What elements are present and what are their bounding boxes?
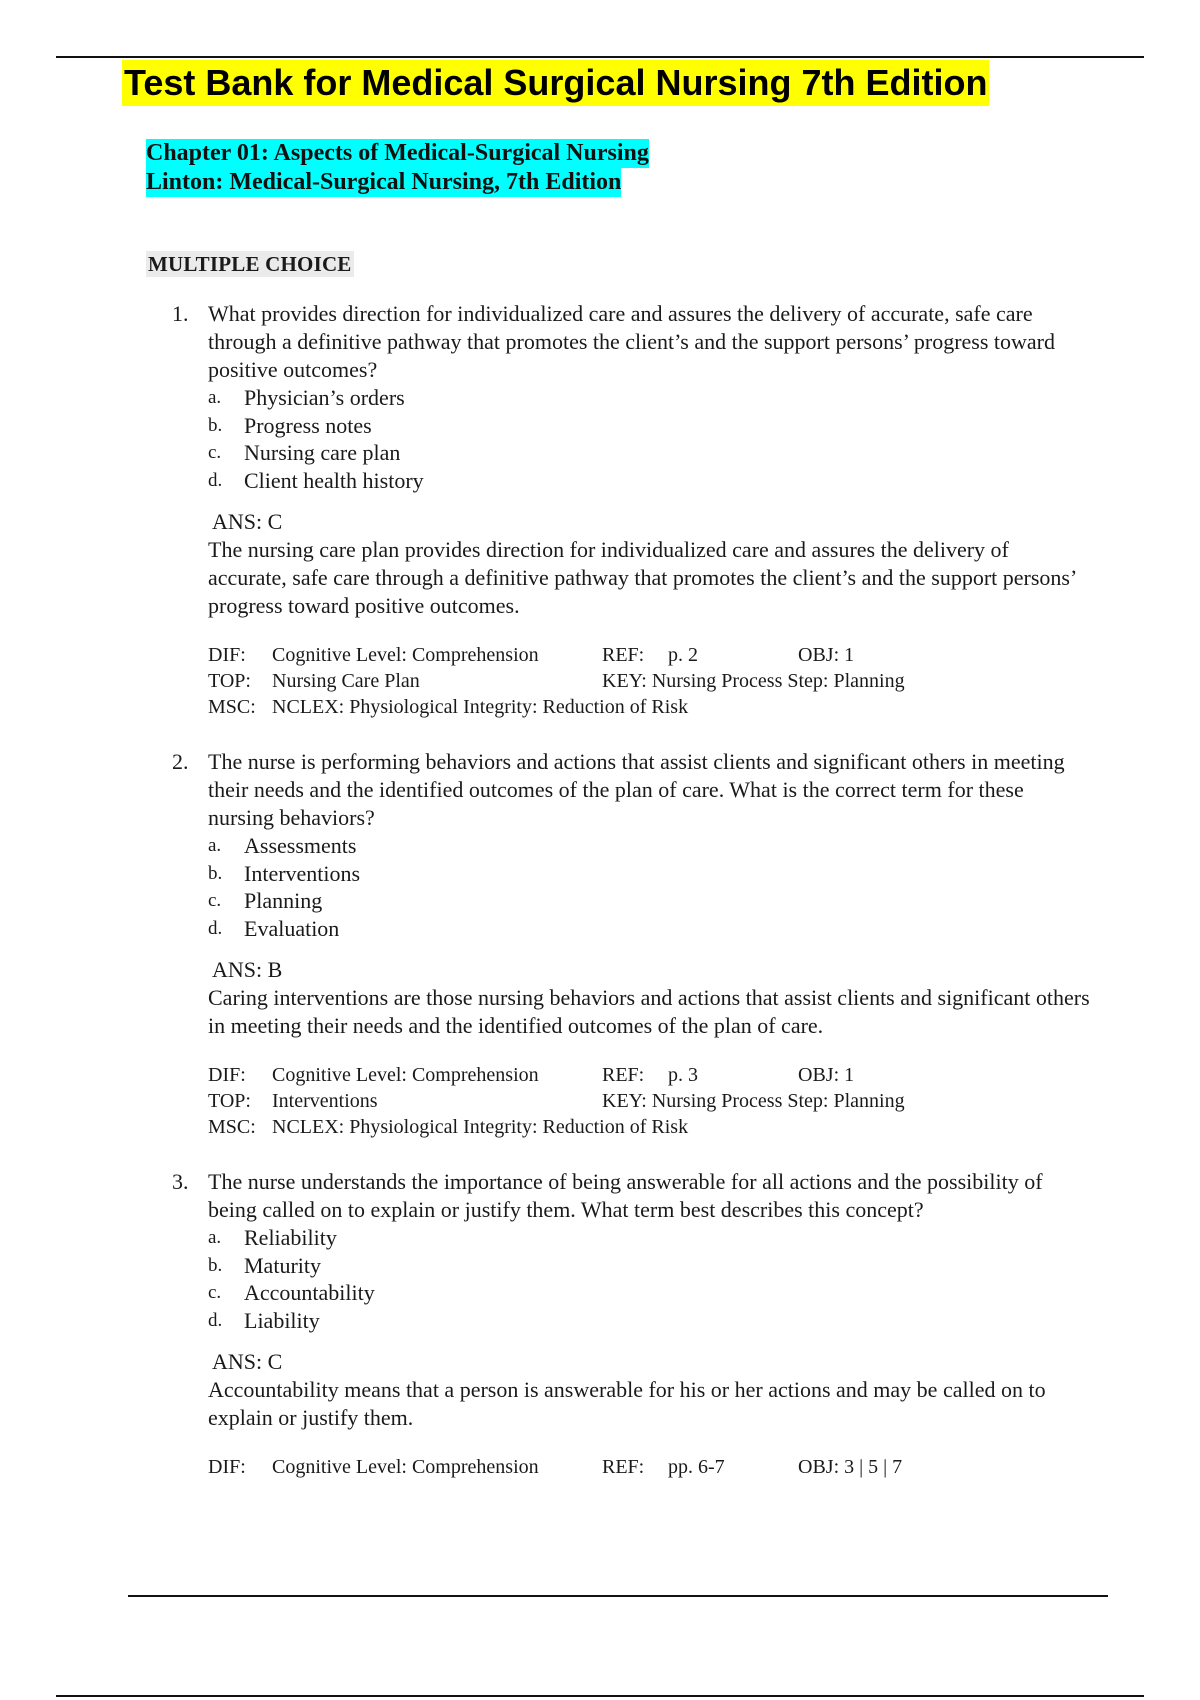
dif-label: DIF: <box>208 644 246 666</box>
option-a <box>208 384 1092 412</box>
option-text: Progress notes <box>244 412 372 438</box>
answer-key: ANS: C <box>212 509 283 534</box>
ref-label: REF: <box>602 1456 645 1478</box>
option-letter: b. <box>208 862 223 884</box>
document-title: Test Bank for Medical Surgical Nursing 7th Edition <box>122 60 989 106</box>
chapter-title: Chapter 01: Aspects of Medical-Surgical Nursing <box>146 140 649 166</box>
bottom-rule <box>128 1595 1108 1597</box>
chapter-heading <box>146 139 649 197</box>
rationale: The nursing care plan provides direction for individualized care and assures the delivery of accurate, safe care through a definitive pathway that promotes the client’s and the support persons’ progress toward positive outcomes. <box>208 537 1076 618</box>
msc-label: MSC: <box>208 1116 256 1138</box>
option-d <box>208 915 1092 943</box>
option-letter: d. <box>208 917 223 939</box>
option-a <box>208 832 1092 860</box>
option-c <box>208 439 1092 467</box>
rationale: Accountability means that a person is answerable for his or her actions and may be called on to explain or justify them. <box>208 1377 1046 1430</box>
footer-rule <box>56 1695 1144 1697</box>
option-list <box>208 1224 1092 1334</box>
reference: p. 2 <box>668 644 698 666</box>
option-c <box>208 887 1092 915</box>
question-metadata <box>208 642 1092 720</box>
objective: OBJ: 3 | 5 | 7 <box>798 1456 903 1478</box>
keyword: KEY: Nursing Process Step: Planning <box>602 670 905 692</box>
question-stem: The nurse understands the importance of being answerable for all actions and the possibility of being called on to explain or justify them. What term best describes this concept? <box>208 1169 1043 1222</box>
option-text: Planning <box>244 888 323 913</box>
option-text: Accountability <box>244 1280 375 1305</box>
dif-label: DIF: <box>208 1456 246 1478</box>
dif-label: DIF: <box>208 1064 246 1086</box>
top-label: TOP: <box>208 1090 251 1112</box>
question-number: 3. <box>172 1169 189 1194</box>
top-rule <box>56 56 1144 58</box>
section-heading: MULTIPLE CHOICE <box>148 252 352 276</box>
question-3 <box>172 1168 1092 1480</box>
option-text: Physician’s orders <box>244 385 405 410</box>
option-letter: c. <box>208 890 222 911</box>
option-a <box>208 1224 1092 1252</box>
objective: OBJ: 1 <box>798 644 855 666</box>
option-letter: a. <box>208 387 222 408</box>
question-number: 1. <box>172 301 189 326</box>
option-text: Reliability <box>244 1225 337 1250</box>
option-letter: c. <box>208 1282 222 1303</box>
option-text: Liability <box>244 1307 320 1333</box>
question-1 <box>172 300 1092 720</box>
option-c <box>208 1279 1092 1307</box>
question-stem: The nurse is performing behaviors and actions that assist clients and significant others in meeting their needs and the identified outcomes of the plan of care. What is the correct term for these nursing behaviors? <box>208 749 1065 830</box>
answer-key: ANS: B <box>212 957 283 982</box>
option-letter: d. <box>208 1309 223 1331</box>
objective: OBJ: 1 <box>798 1064 855 1086</box>
option-letter: c. <box>208 442 222 463</box>
difficulty: Cognitive Level: Comprehension <box>272 1456 539 1478</box>
question-number: 2. <box>172 749 189 774</box>
reference: pp. 6-7 <box>668 1456 725 1478</box>
question-2 <box>172 748 1092 1140</box>
option-letter: a. <box>208 1227 222 1248</box>
book-title: Linton: Medical-Surgical Nursing, 7th Edition <box>146 169 622 195</box>
option-letter: b. <box>208 414 223 436</box>
difficulty: Cognitive Level: Comprehension <box>272 644 539 666</box>
option-text: Maturity <box>244 1252 321 1278</box>
msc-value: NCLEX: Physiological Integrity: Reduction of Risk <box>272 696 689 718</box>
rationale: Caring interventions are those nursing behaviors and actions that assist clients and significant others in meeting their needs and the identified outcomes of the plan of care. <box>208 985 1090 1038</box>
option-text: Evaluation <box>244 915 340 941</box>
option-text: Nursing care plan <box>244 440 401 465</box>
msc-label: MSC: <box>208 696 256 718</box>
reference: p. 3 <box>668 1064 698 1086</box>
option-text: Client health history <box>244 467 424 493</box>
option-d <box>208 1307 1092 1335</box>
option-b <box>208 1252 1092 1280</box>
option-text: Assessments <box>244 833 357 858</box>
option-b <box>208 412 1092 440</box>
option-letter: a. <box>208 835 222 856</box>
top-label: TOP: <box>208 670 251 692</box>
option-letter: d. <box>208 469 223 491</box>
keyword: KEY: Nursing Process Step: Planning <box>602 1090 905 1112</box>
topic: Nursing Care Plan <box>272 670 420 692</box>
ref-label: REF: <box>602 1064 645 1086</box>
question-metadata <box>208 1454 1092 1480</box>
option-b <box>208 860 1092 888</box>
option-list <box>208 384 1092 494</box>
answer-key: ANS: C <box>212 1349 283 1374</box>
question-stem: What provides direction for individualized care and assures the delivery of accurate, safe care through a definitive pathway that promotes the client’s and the support persons’ progress toward positive outcomes? <box>208 301 1055 382</box>
msc-value: NCLEX: Physiological Integrity: Reduction of Risk <box>272 1116 689 1138</box>
option-list <box>208 832 1092 942</box>
option-d <box>208 467 1092 495</box>
difficulty: Cognitive Level: Comprehension <box>272 1064 539 1086</box>
option-text: Interventions <box>244 860 361 886</box>
topic: Interventions <box>272 1090 378 1112</box>
option-letter: b. <box>208 1254 223 1276</box>
question-metadata <box>208 1062 1092 1140</box>
ref-label: REF: <box>602 644 645 666</box>
